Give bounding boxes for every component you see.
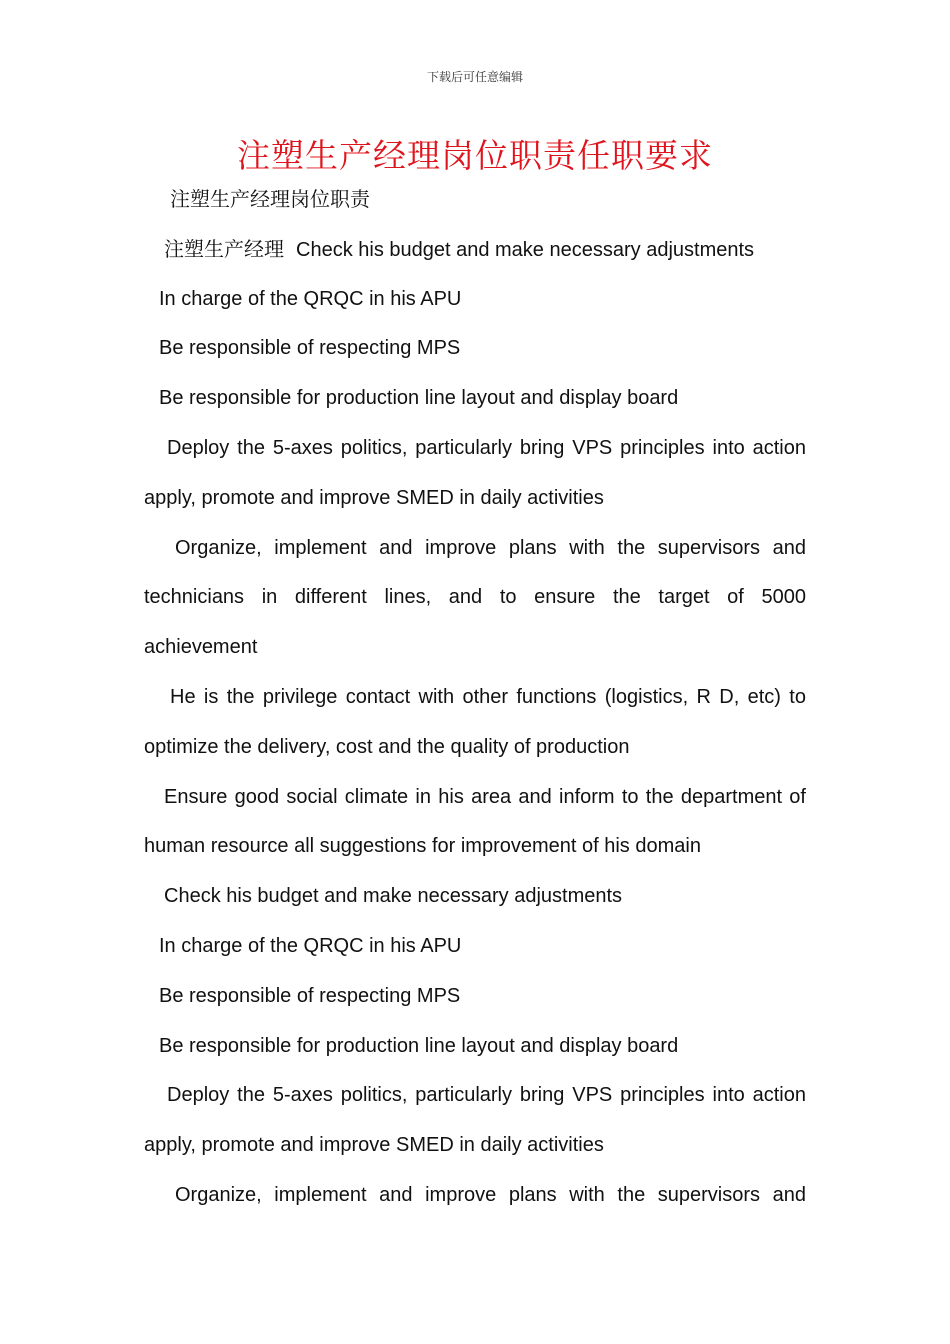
line-text: apply, promote and improve SMED in daily activities <box>144 1134 604 1157</box>
line-text: Deploy the 5-axes politics, particularly bring VPS principles into action <box>167 436 806 459</box>
paragraph-line <box>144 673 806 723</box>
paragraph-line <box>144 773 806 823</box>
paragraph-line <box>144 723 806 773</box>
line-text: achievement <box>144 636 258 659</box>
line-text: Be responsible of respecting MPS <box>159 984 461 1007</box>
paragraph-line <box>144 524 806 574</box>
line-text: Organize, implement and improve plans with the supervisors and <box>175 536 806 559</box>
line-tail-text: Check his budget and make necessary adjustments <box>296 238 755 261</box>
paragraph-line <box>144 573 806 623</box>
paragraph-line <box>144 225 806 275</box>
paragraph-line <box>144 1071 806 1121</box>
paragraph-line <box>144 324 806 374</box>
paragraph-line <box>144 474 806 524</box>
line-text: Be responsible for production line layout and display board <box>159 387 679 410</box>
paragraph-line <box>144 424 806 474</box>
paragraph-line <box>144 623 806 673</box>
line-text: Check his budget and make necessary adjustments <box>164 885 623 908</box>
document-title: 注塑生产经理岗位职责任职要求 <box>237 136 713 175</box>
line-text: Be responsible for production line layout and display board <box>159 1034 679 1057</box>
line-text: Organize, implement and improve plans with the supervisors and <box>175 1183 806 1206</box>
paragraph-line <box>144 1171 806 1221</box>
paragraph-line <box>144 1022 806 1072</box>
line-text: In charge of the QRQC in his APU <box>159 287 462 310</box>
header-note: 下载后可任意编辑 <box>426 70 523 84</box>
paragraph-line <box>144 822 806 872</box>
paragraph-line <box>144 872 806 922</box>
paragraph-line <box>144 1121 806 1171</box>
line-text: He is the privilege contact with other functions (logistics, R D, etc) to <box>170 685 806 708</box>
line-text: Ensure good social climate in his area and inform to the department of <box>164 785 806 808</box>
paragraph-line <box>144 275 806 325</box>
paragraph-line <box>144 175 806 225</box>
line-text: technicians in different lines, and to ensure the target of 5000 <box>144 586 806 609</box>
paragraph-line <box>144 972 806 1022</box>
line-text: Deploy the 5-axes politics, particularly bring VPS principles into action <box>167 1084 806 1107</box>
line-text: apply, promote and improve SMED in daily activities <box>144 486 604 509</box>
line-text: Be responsible of respecting MPS <box>159 337 461 360</box>
line-text: 注塑生产经理岗位职责 <box>170 187 370 211</box>
paragraph-line <box>144 922 806 972</box>
line-text: human resource all suggestions for improvement of his domain <box>144 835 701 858</box>
document-body <box>144 175 806 1221</box>
line-text: In charge of the QRQC in his APU <box>159 934 462 957</box>
paragraph-line <box>144 374 806 424</box>
line-text: optimize the delivery, cost and the quality of production <box>144 735 630 758</box>
line-text: 注塑生产经理 <box>164 236 284 261</box>
